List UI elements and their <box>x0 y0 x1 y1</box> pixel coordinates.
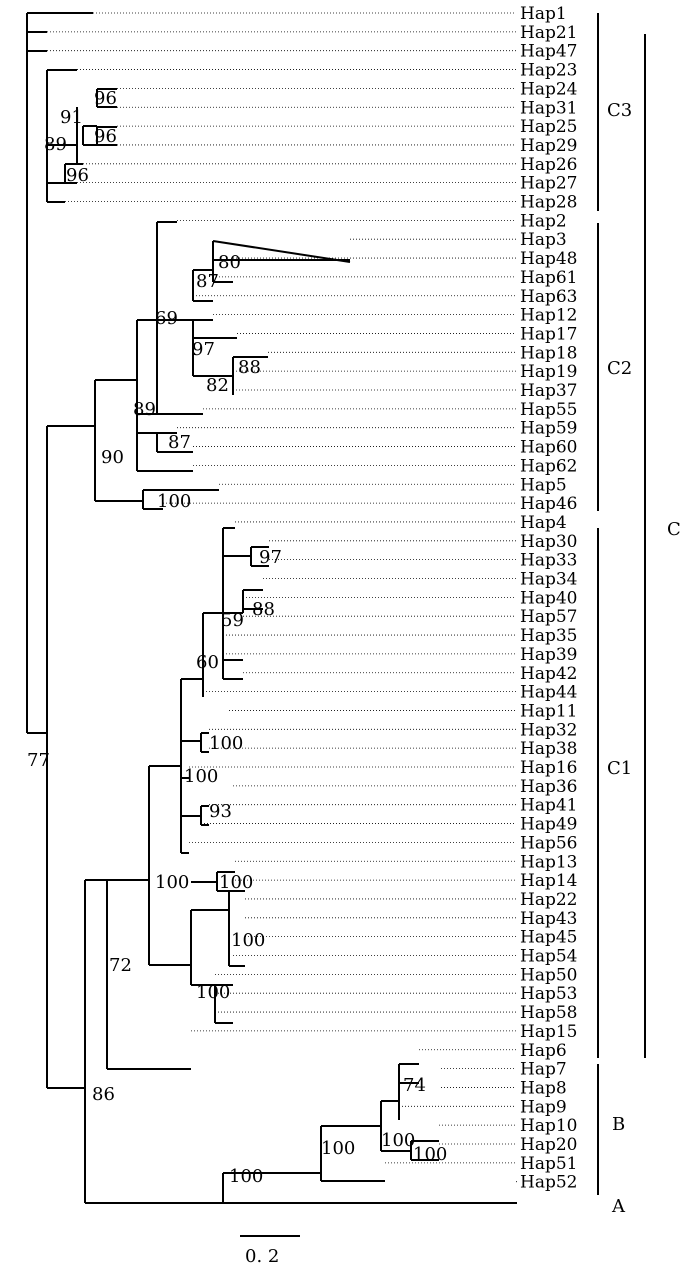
bootstrap-value: 59 <box>221 610 244 631</box>
bootstrap-value: 91 <box>60 107 83 128</box>
bootstrap-value: 100 <box>155 872 190 893</box>
tip-label: Hap32 <box>520 720 578 741</box>
tip-label: Hap60 <box>520 437 578 458</box>
tip-label: Hap2 <box>520 211 567 232</box>
tip-label: Hap62 <box>520 456 578 477</box>
tip-label: Hap58 <box>520 1003 578 1024</box>
clade-label: B <box>612 1114 626 1135</box>
bootstrap-value: 88 <box>252 599 275 620</box>
tip-label: Hap39 <box>520 644 578 665</box>
bootstrap-value: 82 <box>206 375 229 396</box>
tip-label: Hap46 <box>520 494 578 515</box>
bootstrap-value: 74 <box>403 1075 426 1096</box>
tip-leader-lines <box>47 13 517 1182</box>
tip-label: Hap37 <box>520 381 578 401</box>
scale-bar <box>240 1236 300 1267</box>
tip-label: Hap38 <box>520 739 578 760</box>
tip-label: Hap27 <box>520 173 578 194</box>
tip-label: Hap36 <box>520 776 578 797</box>
bootstrap-value: 100 <box>381 1130 416 1151</box>
bootstrap-value: 100 <box>413 1144 448 1165</box>
tip-label: Hap26 <box>520 154 578 175</box>
tip-label: Hap35 <box>520 626 578 647</box>
bootstrap-value: 93 <box>209 801 232 822</box>
bootstrap-value: 100 <box>321 1138 356 1159</box>
tip-label: Hap45 <box>520 927 578 948</box>
tip-label: Hap7 <box>520 1059 567 1080</box>
tip-label: Hap14 <box>520 871 578 892</box>
tip-label: Hap18 <box>520 343 578 364</box>
bootstrap-value: 100 <box>229 1166 264 1187</box>
tip-label: Hap44 <box>520 682 578 703</box>
clade-label: A <box>612 1196 625 1217</box>
tip-label: Hap25 <box>520 117 578 138</box>
tip-label: Hap19 <box>520 362 578 383</box>
tip-label: Hap28 <box>520 192 578 213</box>
tip-label: Hap43 <box>520 908 578 929</box>
bootstrap-value: 87 <box>196 271 219 292</box>
tip-label: Hap1 <box>520 4 567 24</box>
tip-label: Hap10 <box>520 1116 578 1137</box>
tip-label: Hap55 <box>520 399 578 420</box>
bootstrap-value: 97 <box>192 339 215 360</box>
bootstrap-value: 72 <box>109 955 132 976</box>
bootstrap-value: 60 <box>196 652 219 673</box>
bootstrap-labels <box>27 88 447 1187</box>
bootstrap-value: 100 <box>219 872 254 893</box>
bootstrap-value: 69 <box>155 308 178 329</box>
tip-label: Hap13 <box>520 852 578 873</box>
tip-label: Hap50 <box>520 965 578 986</box>
bootstrap-value: 100 <box>184 766 219 787</box>
bootstrap-value: 96 <box>94 88 117 109</box>
bootstrap-value: 77 <box>27 750 50 771</box>
clade-brackets <box>598 13 681 1217</box>
tip-label: Hap8 <box>520 1078 567 1099</box>
tip-label: Hap29 <box>520 135 578 156</box>
tip-label: Hap11 <box>520 701 578 722</box>
tip-label: Hap53 <box>520 984 578 1005</box>
tip-label: Hap22 <box>520 889 578 910</box>
bootstrap-value: 100 <box>196 982 231 1003</box>
clade-label: C3 <box>607 100 633 121</box>
tip-label: Hap23 <box>520 60 578 81</box>
tip-label: Hap16 <box>520 758 578 778</box>
tip-label: Hap33 <box>520 550 578 571</box>
bootstrap-value: 100 <box>209 733 244 754</box>
tip-labels <box>520 4 577 1193</box>
bootstrap-value: 100 <box>231 930 266 951</box>
clade-label: C1 <box>607 758 633 779</box>
tip-label: Hap31 <box>520 98 578 119</box>
bootstrap-value: 87 <box>168 432 191 453</box>
tip-label: Hap54 <box>520 946 578 967</box>
bootstrap-value: 97 <box>259 547 282 568</box>
tip-label: Hap9 <box>520 1097 567 1118</box>
bootstrap-value: 89 <box>133 399 156 420</box>
bootstrap-value: 80 <box>218 252 241 273</box>
tip-label: Hap24 <box>520 79 578 100</box>
tip-label: Hap51 <box>520 1153 578 1174</box>
tip-label: Hap56 <box>520 833 578 854</box>
bootstrap-value: 89 <box>44 134 67 155</box>
tip-label: Hap4 <box>520 512 567 533</box>
tip-label: Hap5 <box>520 475 567 496</box>
tip-label: Hap63 <box>520 286 578 307</box>
tip-label: Hap17 <box>520 324 578 345</box>
tip-label: Hap34 <box>520 569 578 590</box>
scale-bar-label: 0. 2 <box>245 1246 280 1267</box>
tip-label: Hap30 <box>520 531 578 552</box>
tip-label: Hap47 <box>520 41 578 62</box>
tip-label: Hap42 <box>520 663 578 684</box>
tip-label: Hap59 <box>520 418 578 439</box>
tip-label: Hap48 <box>520 249 578 270</box>
tip-label: Hap6 <box>520 1040 567 1061</box>
tip-label: Hap52 <box>520 1172 578 1193</box>
tip-label: Hap15 <box>520 1021 578 1042</box>
tip-label: Hap49 <box>520 814 578 835</box>
tip-label: Hap20 <box>520 1135 578 1155</box>
tip-label: Hap41 <box>520 795 578 816</box>
bootstrap-value: 86 <box>92 1084 115 1105</box>
tip-label: Hap3 <box>520 230 567 251</box>
tip-label: Hap21 <box>520 22 578 43</box>
bootstrap-value: 100 <box>157 491 192 512</box>
clade-label: C2 <box>607 358 633 379</box>
tip-label: Hap57 <box>520 607 578 628</box>
bootstrap-value: 90 <box>101 447 124 468</box>
tip-label: Hap40 <box>520 588 578 609</box>
tip-label: Hap61 <box>520 267 578 288</box>
tip-label: Hap12 <box>520 305 578 326</box>
bootstrap-value: 96 <box>94 126 117 147</box>
clade-label: C <box>667 519 681 540</box>
bootstrap-value: 88 <box>238 357 261 378</box>
bootstrap-value: 96 <box>66 165 89 186</box>
